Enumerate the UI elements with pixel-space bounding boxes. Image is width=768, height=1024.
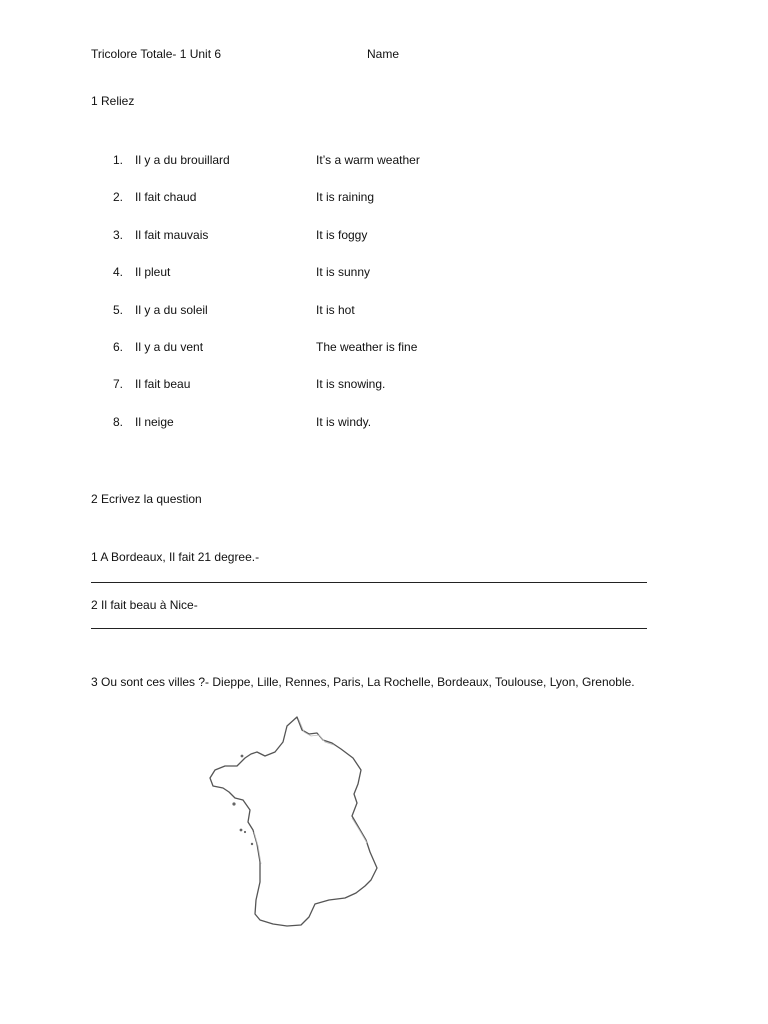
item-number: 8.: [112, 415, 123, 429]
french-phrase: Il y a du brouillard: [135, 153, 230, 167]
section1-heading: 1 Reliez: [91, 94, 135, 108]
answer-line[interactable]: [91, 628, 647, 629]
item-number: 1.: [112, 153, 123, 167]
french-phrase: Il pleut: [135, 265, 171, 279]
item-number: 6.: [112, 340, 123, 354]
english-phrase: It is sunny: [316, 265, 371, 279]
item-number: 5.: [112, 303, 123, 317]
name-label: Name: [367, 47, 400, 61]
french-phrase: Il fait chaud: [135, 190, 197, 204]
french-phrase: Il fait mauvais: [135, 228, 209, 242]
english-phrase: It is snowing.: [316, 377, 386, 391]
french-phrase: Il y a du soleil: [135, 303, 208, 317]
question-prompt: 2 Il fait beau à Nice-: [91, 598, 198, 612]
english-phrase: It is foggy: [316, 228, 368, 242]
french-phrase: Il neige: [135, 415, 174, 429]
item-number: 4.: [112, 265, 123, 279]
france-outline-map: [205, 712, 385, 934]
item-number: 7.: [112, 377, 123, 391]
france-border-shadow: [254, 720, 367, 864]
english-phrase: It is hot: [316, 303, 355, 317]
french-phrase: Il y a du vent: [135, 340, 204, 354]
english-phrase: The weather is fine: [316, 340, 418, 354]
section2-heading: 2 Ecrivez la question: [91, 492, 202, 506]
section3-heading: 3 Ou sont ces villes ?- Dieppe, Lille, Rennes, Paris, La Rochelle, Bordeaux, Toulouse, Lyon, Grenoble.: [91, 675, 635, 689]
french-phrase: Il fait beau: [135, 377, 191, 391]
english-phrase: It is windy.: [316, 415, 372, 429]
item-number: 3.: [112, 228, 123, 242]
worksheet-title: Tricolore Totale- 1 Unit 6: [91, 47, 222, 61]
france-border: [210, 717, 377, 926]
answer-line[interactable]: [91, 582, 647, 583]
item-number: 2.: [112, 190, 123, 204]
english-phrase: It is raining: [316, 190, 375, 204]
question-prompt: 1 A Bordeaux, Il fait 21 degree.-: [91, 550, 260, 564]
english-phrase: It’s a warm weather: [316, 153, 420, 167]
